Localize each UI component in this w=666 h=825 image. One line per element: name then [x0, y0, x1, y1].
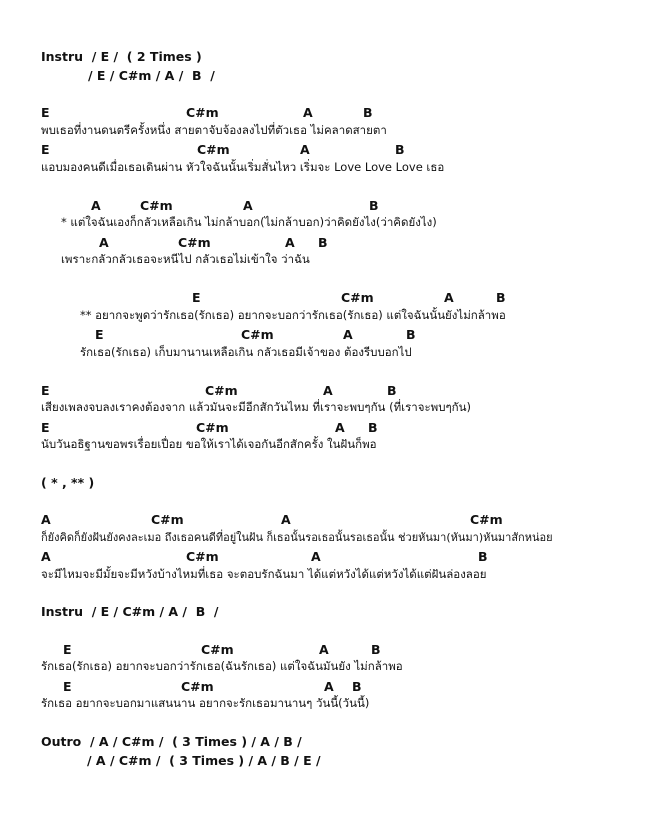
- chord: A: [343, 327, 353, 342]
- chord: A: [444, 290, 454, 305]
- lyric-line: รักเธอ(รักเธอ) เก็บมานานเหลือเกิน กลัวเธอมีเจ้าของ ต้องรีบบอกไป: [80, 345, 412, 359]
- lyric-line: รักเธอ(รักเธอ) อยากจะบอกว่ารักเธอ(ฉันรักเธอ) แต่ใจฉันมันยัง ไม่กล้าพอ: [41, 659, 403, 673]
- chord: B: [406, 327, 416, 342]
- chord: E: [41, 383, 50, 398]
- chord: A: [300, 142, 310, 157]
- chord: C#m: [341, 290, 374, 305]
- chord: A: [323, 383, 333, 398]
- chord: B: [352, 679, 362, 694]
- lyric-line: จะมีไหมจะมีมั้ยจะมีหวังบ้างไหมที่เธอ จะตอบรักฉันมา ได้แต่หวังได้แต่หวังได้แต่ฝันล่องลอย: [41, 567, 487, 581]
- lyric-line: เสียงเพลงจบลงเราคงต้องจาก แล้วมันจะมีอีกสักวันไหม ที่เราจะพบๆกัน (ที่เราจะพบๆกัน): [41, 400, 471, 414]
- chord: A: [41, 549, 51, 564]
- chord: A: [324, 679, 334, 694]
- chord: E: [192, 290, 201, 305]
- chord: B: [368, 420, 378, 435]
- lyric-line: ** อยากจะพูดว่ารักเธอ(รักเธอ) อยากจะบอกว่ารักเธอ(รักเธอ) แต่ใจฉันนั้นยังไม่กล้าพอ: [80, 308, 506, 322]
- chord: C#m: [186, 549, 219, 564]
- chord: A: [281, 512, 291, 527]
- lyric-line: * แต่ใจฉันเองก็กลัวเหลือเกิน ไม่กล้าบอก(ไม่กล้าบอก)ว่าคิดยังไง(ว่าคิดยังไง): [61, 215, 437, 229]
- chord: E: [41, 420, 50, 435]
- chord: A: [91, 198, 101, 213]
- chord: A: [335, 420, 345, 435]
- chord: C#m: [178, 235, 211, 250]
- chord: A: [303, 105, 313, 120]
- repeat-marker: ( * , ** ): [41, 475, 95, 490]
- chord: B: [478, 549, 488, 564]
- chord: B: [395, 142, 405, 157]
- chord: A: [319, 642, 329, 657]
- chord: B: [371, 642, 381, 657]
- chord: A: [311, 549, 321, 564]
- lyric-line: นับวันอธิฐานขอพรเรื่อยเปื่อย ขอให้เราได้เจอกันอีกสักครั้ง ในฝันก็พอ: [41, 437, 377, 451]
- chord: E: [63, 679, 72, 694]
- outro-line-1: Outro / A / C#m / ( 3 Times ) / A / B /: [41, 734, 302, 749]
- instru-line: Instru / E / C#m / A / B /: [41, 604, 219, 619]
- chord: A: [99, 235, 109, 250]
- chord: A: [285, 235, 295, 250]
- chord: C#m: [205, 383, 238, 398]
- chord: C#m: [241, 327, 274, 342]
- chord: C#m: [151, 512, 184, 527]
- chord: E: [41, 105, 50, 120]
- chord: A: [243, 198, 253, 213]
- chord: B: [318, 235, 328, 250]
- chord: B: [496, 290, 506, 305]
- chord: B: [363, 105, 373, 120]
- lyric-line: แอบมองคนดีเมื่อเธอเดินผ่าน หัวใจฉันนั้นเริ่มสั่นไหว เริ่มจะ Love Love Love เธอ: [41, 160, 445, 174]
- chord: E: [95, 327, 104, 342]
- chord: C#m: [197, 142, 230, 157]
- chord: C#m: [186, 105, 219, 120]
- chord: B: [387, 383, 397, 398]
- lyric-line: เพราะกลัวกลัวเธอจะหนีไป กลัวเธอไม่เข้าใจ ว่าฉัน: [61, 252, 310, 266]
- lyric-line: ก็ยังคิดก็ยังฝันยังคงละเมอ ถึงเธอคนดีที่อยู่ในฝัน ก็เธอนั้นรอเธอนั้นรอเธอนั้น ช่วยหันมา(หันมา)หันมาสักหน่อย: [41, 531, 553, 544]
- chord: E: [41, 142, 50, 157]
- intro-line-1: Instru / E / ( 2 Times ): [41, 49, 202, 64]
- chord: C#m: [196, 420, 229, 435]
- outro-line-2: / A / C#m / ( 3 Times ) / A / B / E /: [87, 753, 321, 768]
- chord: B: [369, 198, 379, 213]
- intro-line-2: / E / C#m / A / B /: [88, 68, 215, 83]
- chord: C#m: [470, 512, 503, 527]
- chord: E: [63, 642, 72, 657]
- chord: C#m: [140, 198, 173, 213]
- chord: C#m: [181, 679, 214, 694]
- chord: C#m: [201, 642, 234, 657]
- lyric-line: พบเธอที่งานดนตรีครั้งหนึ่ง สายตาจับจ้องลงไปที่ตัวเธอ ไม่คลาดสายตา: [41, 123, 387, 137]
- lyric-line: รักเธอ อยากจะบอกมาแสนนาน อยากจะรักเธอมานานๆ วันนี้(วันนี้): [41, 696, 370, 710]
- chord: A: [41, 512, 51, 527]
